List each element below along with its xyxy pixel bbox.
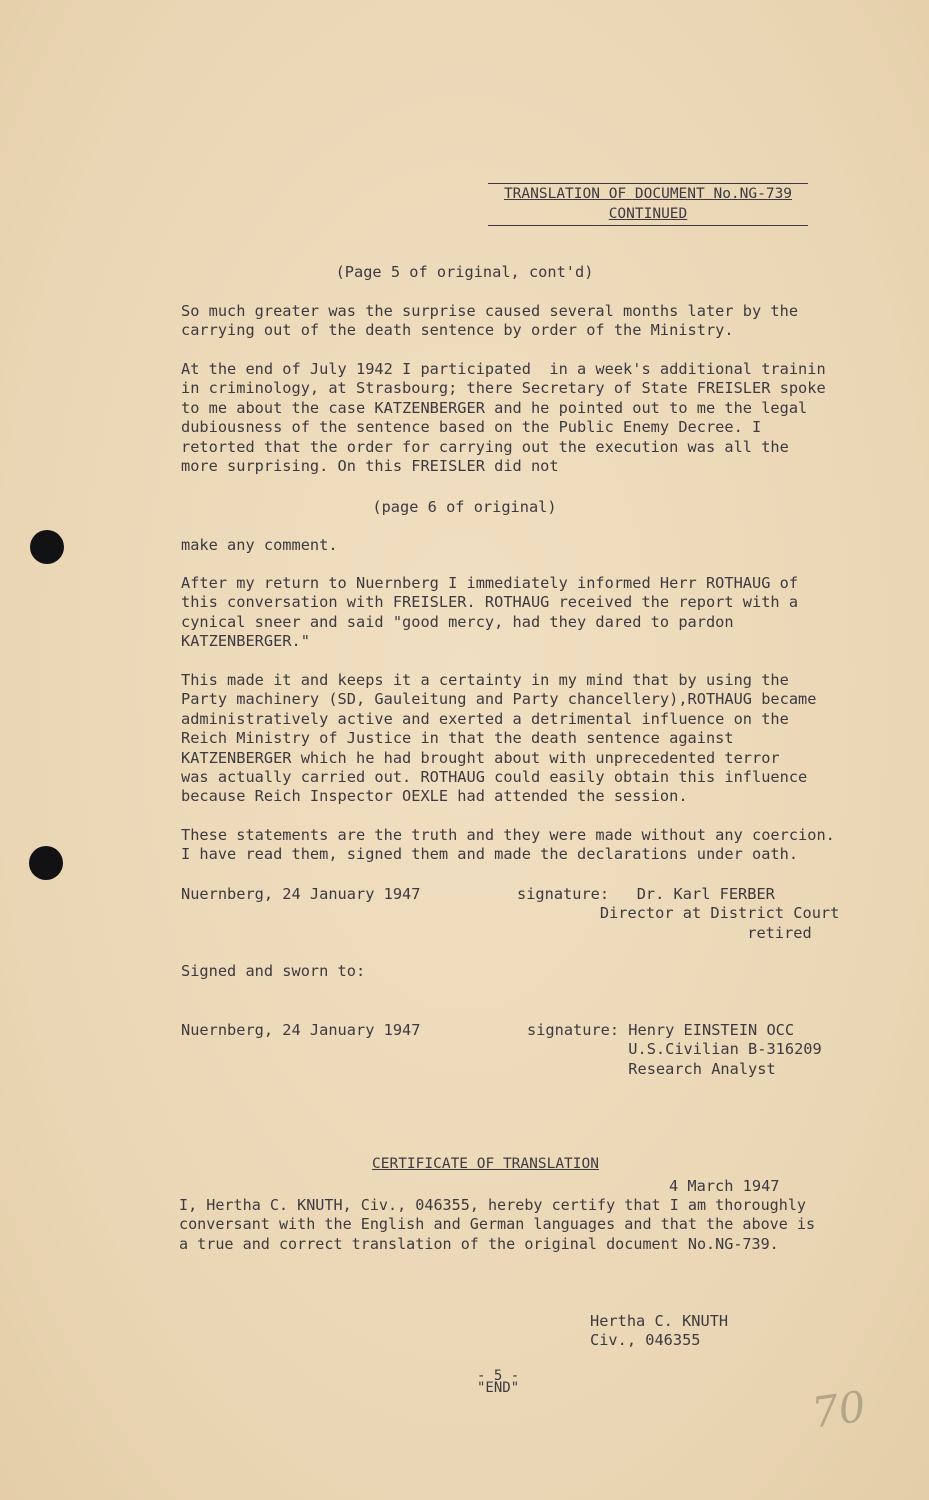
- certificate-date: 4 March 1947: [669, 1177, 780, 1195]
- paragraph: So much greater was the surprise caused several months later by the carrying out of the death sentence by order of the Ministry.: [181, 302, 799, 340]
- paragraph: make any comment.: [181, 536, 338, 554]
- header-rule-bottom: [488, 225, 808, 226]
- punch-hole-top: [30, 530, 64, 564]
- page-marker: (Page 5 of original, cont'd): [335, 263, 594, 281]
- end-marker: [477, 1370, 519, 1394]
- document-header: [488, 183, 808, 226]
- certificate-body: I, Hertha C. KNUTH, Civ., 046355, hereby certify that I am thoroughly conversant with the English and German languages and that the above is a true and correct translation of the original document No.NG-739.: [179, 1196, 816, 1253]
- signature-block: signature: Dr. Karl FERBER Director at District Court retired: [517, 885, 840, 942]
- signature-place-date: Nuernberg, 24 January 1947: [181, 1021, 421, 1039]
- document-subtitle: CONTINUED: [608, 206, 688, 222]
- certificate-title: CERTIFICATE OF TRANSLATION: [372, 1156, 599, 1172]
- end-text: "END": [477, 1380, 520, 1396]
- paragraph: These statements are the truth and they were made without any coercion. I have read them, signed them and made the declarations under oath.: [181, 826, 835, 864]
- punch-hole-bottom: [29, 846, 63, 880]
- page-number: - 5 -: [477, 1368, 520, 1384]
- page-marker: (page 6 of original): [372, 498, 557, 516]
- paragraph: After my return to Nuernberg I immediately informed Herr ROTHAUG of this conversation with FREISLER. ROTHAUG received the report with a cynical sneer and said "good mercy, had they dared to pardon KATZENBERGER.": [181, 574, 799, 651]
- signature-place-date: Nuernberg, 24 January 1947: [181, 885, 421, 903]
- sworn-label: Signed and sworn to:: [181, 962, 366, 980]
- signature-block: signature: Henry EINSTEIN OCC U.S.Civilian B-316209 Research Analyst: [527, 1021, 822, 1078]
- certificate-signer: Hertha C. KNUTH Civ., 046355: [590, 1312, 729, 1350]
- paragraph: This made it and keeps it a certainty in my mind that by using the Party machinery (SD, Gauleitung and Party chancellery),ROTHAUG became administratively active and exerted a detrimental influence on the Reich Ministry of Justice in that the death sentence against KATZENBERGER which he had brought about with unprecedented terror was actually carried out. ROTHAUG could easily obtain this influence because Reich Inspector OEXLE had attended the session.: [181, 671, 817, 806]
- document-title: TRANSLATION OF DOCUMENT No.NG-739: [503, 186, 793, 202]
- handwritten-mark: 70: [808, 1381, 869, 1438]
- paragraph: At the end of July 1942 I participated in a week's additional trainin in criminology, at Strasbourg; there Secretary of State FREISLER spoke to me about the case KATZENBERGER and he pointed out to me the legal dubiousness of the sentence based on the Public Enemy Decree. I retorted that the order for carrying out the execution was all the more surprising. On this FREISLER did not: [181, 360, 826, 476]
